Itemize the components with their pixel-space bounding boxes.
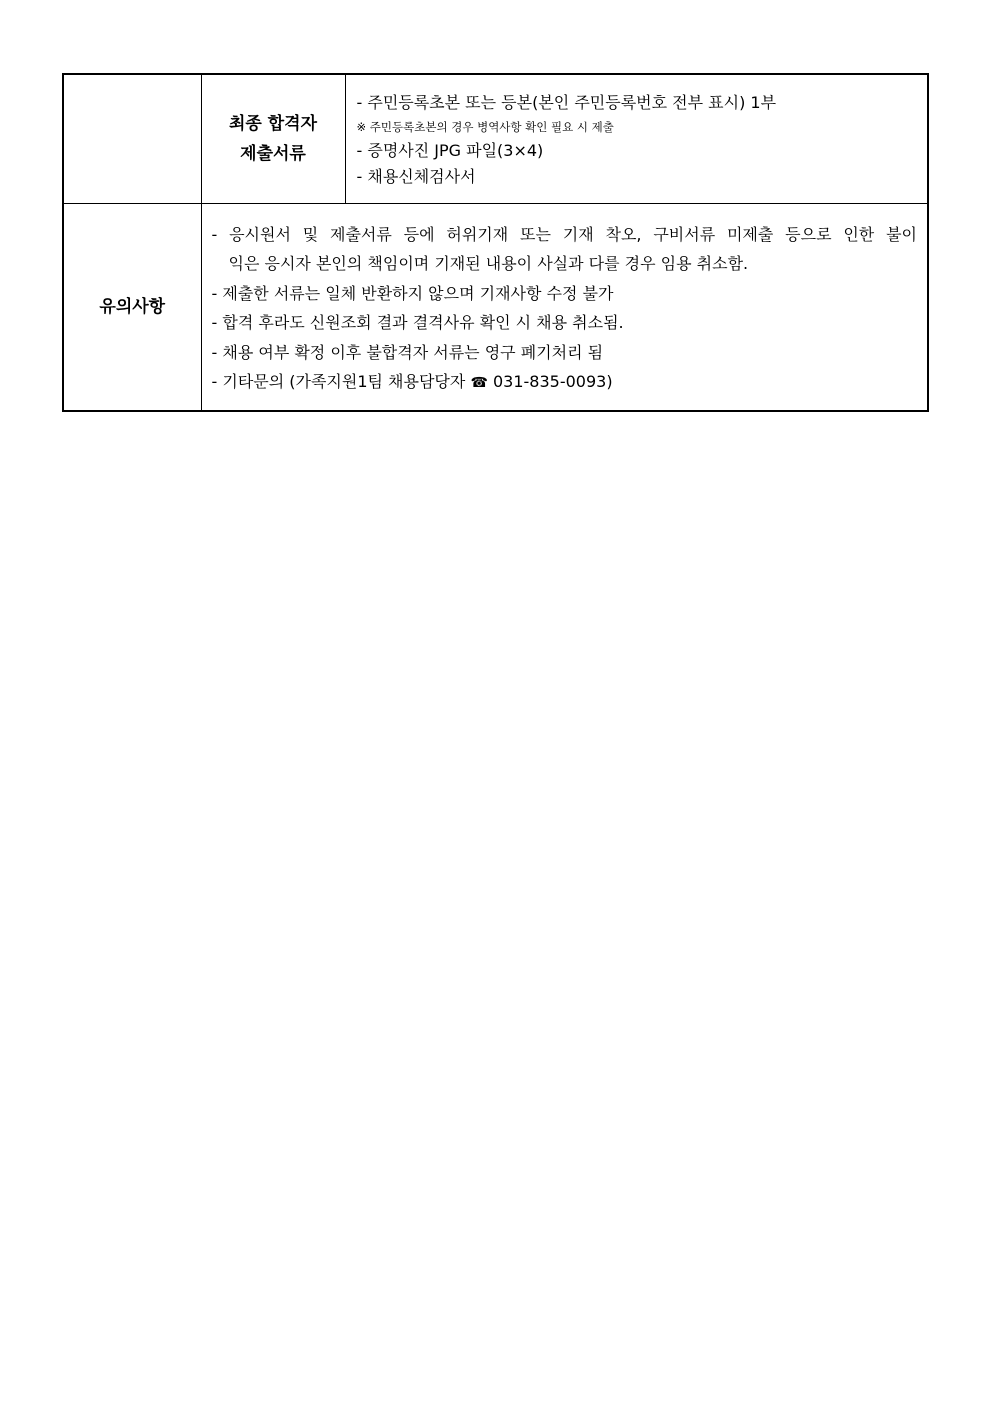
notices-content: [201, 204, 928, 412]
required-docs-label: [201, 74, 345, 204]
doc-item-health-check: - 채용신체검사서: [356, 167, 476, 186]
required-docs-label-line2: 제출서류: [240, 144, 306, 164]
contact-phone: 031-835-0093): [492, 372, 613, 391]
notice-false-entry: - 응시원서 및 제출서류 등에 허위기재 또는 기재 착오, 구비서류 미제출 등으로 인한 불이: [211, 224, 917, 244]
empty-cell: [63, 74, 201, 204]
notice-disposal: - 채용 여부 확정 이후 불합격자 서류는 영구 폐기처리 됨: [211, 342, 604, 362]
notice-contact: [212, 367, 918, 399]
doc-item-photo: - 증명사진 JPG 파일(3×4): [356, 141, 544, 160]
phone-icon: ☎: [470, 375, 488, 391]
notices-label-cell: [63, 204, 201, 412]
required-docs-label-line1: 최종 합격자: [228, 114, 318, 134]
notices-row: [63, 204, 928, 412]
notice-no-return: - 제출한 서류는 일체 반환하지 않으며 기재사항 수정 불가: [211, 283, 614, 303]
required-docs-content: [345, 74, 928, 204]
contact-prefix: - 기타문의 (가족지원1팀 채용담당자: [211, 372, 471, 391]
required-docs-row: [63, 74, 928, 204]
notice-false-entry-cont: 익은 응시자 본인의 책임이며 기재된 내용이 사실과 다를 경우 임용 취소함.: [228, 254, 749, 273]
doc-note-military: ※ 주민등록초본의 경우 병역사항 확인 필요 시 제출: [356, 120, 614, 134]
notices-label: 유의사항: [99, 297, 166, 317]
doc-item-resident-registration: - 주민등록초본 또는 등본(본인 주민등록번호 전부 표시) 1부: [356, 93, 777, 112]
notice-background-check: - 합격 후라도 신원조회 결과 결격사유 확인 시 채용 취소됨.: [211, 313, 624, 332]
info-table: [62, 73, 929, 412]
